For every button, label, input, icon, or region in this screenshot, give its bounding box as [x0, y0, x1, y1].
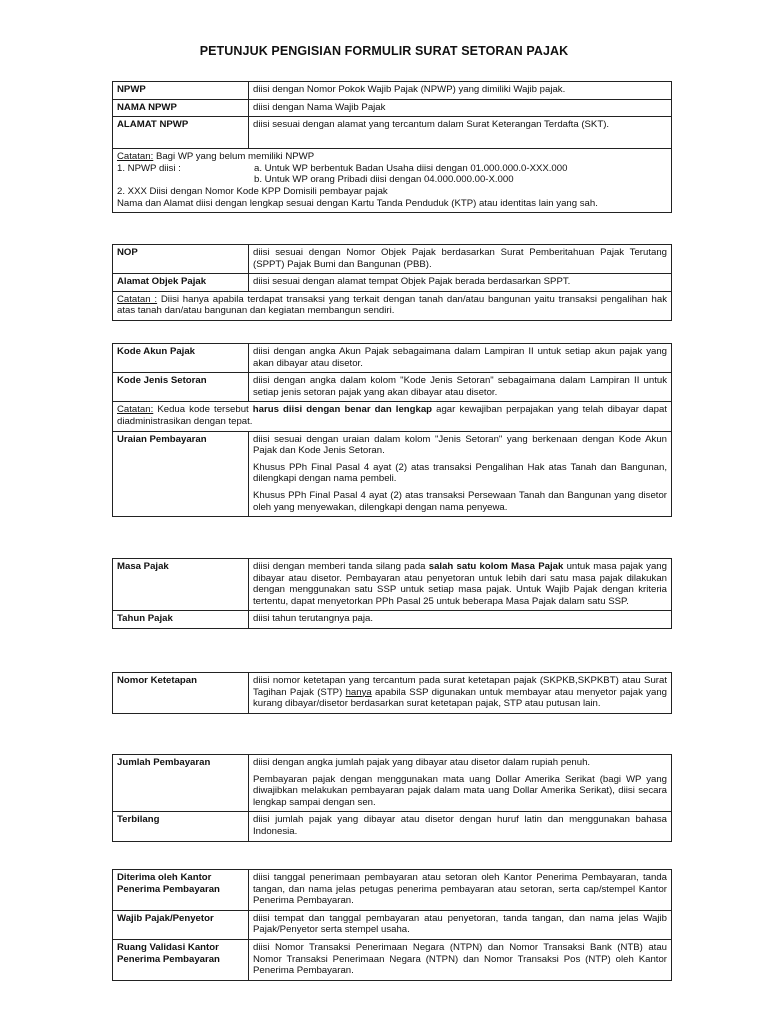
description-paragraph: diisi jumlah pajak yang dibayar atau disetor dengan huruf latin dan menggunakan bahasa Indonesia. — [253, 814, 667, 837]
field-label: Uraian Pembayaran — [113, 431, 249, 517]
note-line — [117, 151, 667, 163]
note-row — [113, 402, 672, 431]
field-description — [249, 870, 672, 911]
note-text: harus diisi dengan benar dan lengkap — [252, 404, 433, 416]
field-label: Nomor Ketetapan — [113, 673, 249, 714]
field-label: Tahun Pajak — [113, 611, 249, 629]
note-line — [117, 186, 667, 198]
field-description — [249, 117, 672, 149]
note-text: a. Untuk WP berbentuk Badan Usaha diisi dengan 01.000.000.0-XXX.000 — [254, 162, 568, 174]
field-description — [249, 812, 672, 841]
description-paragraph — [253, 675, 667, 710]
description-text: apabila SSP digunakan untuk membayar atau menyetor pajak yang kurang dibayar/disetor berdasarkan surat ketetapan pajak, STP atau putusan lain. — [253, 686, 667, 710]
note-row — [113, 291, 672, 320]
field-label: ALAMAT NPWP — [113, 117, 249, 149]
field-description — [249, 344, 672, 373]
note-text: Kedua kode tersebut — [153, 404, 253, 416]
description-text: diisi dengan memberi tanda silang pada — [253, 561, 429, 572]
row-masa-pajak — [113, 559, 672, 611]
field-description — [249, 755, 672, 812]
row-ruang-validasi-kantor-penerima-pembayaran — [113, 939, 672, 980]
field-label: NAMA NPWP — [113, 99, 249, 117]
note-text: Catatan: — [117, 404, 154, 416]
field-description — [249, 82, 672, 100]
description-paragraph: diisi sesuai dengan uraian dalam kolom "Jenis Setoran" yang berkenaan dengan Kode Akun Pajak dan Kode Jenis Setoran. — [253, 433, 667, 457]
description-paragraph: diisi dengan Nomor Pokok Wajib Pajak (NPWP) yang dimiliki Wajib pajak. — [253, 84, 566, 95]
description-paragraph: diisi dengan angka dalam kolom "Kode Jenis Setoran" sebagaimana dalam Lampiran II untuk setiap jenis setoran pajak yang akan dibayar atau disetor. — [253, 375, 667, 398]
description-paragraph: diisi sesuai dengan Nomor Objek Pajak berdasarkan Surat Pemberitahuan Pajak Terutang (SPPT) Pajak Bumi dan Bangunan (PBB). — [253, 247, 667, 270]
row-kode-akun-pajak — [113, 344, 672, 373]
field-description — [249, 611, 672, 629]
field-description — [249, 431, 672, 517]
field-label: Kode Jenis Setoran — [113, 373, 249, 402]
section-penerima-pembayaran — [112, 869, 672, 981]
note-text: b. Untuk WP orang Pribadi diisi dengan 04.000.000.00-X.000 — [254, 174, 514, 186]
description-paragraph: diisi tanggal penerimaan pembayaran atau setoran oleh Kantor Penerima Pembayaran, tanda tangan, dan nama jelas petugas penerima pembayaran atau setoran, serta cap/stempel Kantor Penerima Pembayaran. — [253, 872, 667, 907]
note-line — [117, 404, 667, 427]
note-cell — [113, 149, 672, 213]
field-label: Kode Akun Pajak — [113, 344, 249, 373]
note-text: 1. NPWP diisi : — [117, 162, 181, 174]
section-npwp — [112, 81, 672, 213]
description-paragraph — [253, 561, 667, 607]
row-npwp — [113, 82, 672, 100]
description-paragraph: Pembayaran pajak dengan menggunakan mata uang Dollar Amerika Serikat (bagi WP yang diwajibkan melakukan pembayaran pajak dalam mata uang Dollar Amerika Serikat), diisi secara lengkap sampai dengan sen. — [253, 773, 667, 808]
field-label: Terbilang — [113, 812, 249, 841]
description-paragraph: diisi dengan angka Akun Pajak sebagaimana dalam Lampiran II untuk setiap akun pajak yang akan dibayar atau disetor. — [253, 346, 667, 369]
field-description — [249, 939, 672, 980]
description-paragraph: Khusus PPh Final Pasal 4 ayat (2) atas transaksi Pengalihan Hak atas Tanah dan Bangunan, dilengkapi dengan nama pembeli. — [253, 461, 667, 485]
field-label: Ruang Validasi Kantor Penerima Pembayaran — [113, 939, 249, 980]
description-paragraph: diisi sesuai dengan alamat tempat Objek Pajak berada berdasarkan SPPT. — [253, 276, 571, 288]
section-kode-pembayaran — [112, 343, 672, 517]
page-title: PETUNJUK PENGISIAN FORMULIR SURAT SETORAN PAJAK — [199, 44, 569, 58]
section-nomor-ketetapan — [112, 672, 672, 714]
field-label: NPWP — [113, 82, 249, 100]
field-description — [249, 673, 672, 714]
note-text: agar kewajiban perpajakan yang telah dibayar dapat diadministrasikan dengan tepat. — [117, 404, 667, 427]
field-label: Alamat Objek Pajak — [113, 274, 249, 292]
description-paragraph: diisi Nomor Transaksi Penerimaan Negara (NTPN) dan Nomor Transaksi Bank (NTB) atau Nomor Transaksi Penerimaan Negara (NTPN) dan Nomor Transaksi Pos (NTP) oleh Kantor Penerima Pembayaran. — [253, 941, 667, 977]
field-label: Masa Pajak — [113, 559, 249, 611]
row-nama-npwp — [113, 99, 672, 117]
row-jumlah-pembayaran — [113, 755, 672, 812]
field-label: Wajib Pajak/Penyetor — [113, 910, 249, 939]
row-alamat-objek-pajak — [113, 274, 672, 292]
description-paragraph: diisi sesuai dengan alamat yang tercantum dalam Surat Keterangan Terdafta (SKT). — [253, 119, 610, 131]
note-text: Diisi hanya apabila terdapat transaksi yang terkait dengan tanah dan/atau bangunan yaitu transaksi pengalihan hak atas tanah dan/atau bangunan dan kegiatan membangun sendiri. — [117, 293, 667, 317]
note-line — [117, 294, 667, 317]
note-text: Bagi WP yang belum memiliki NPWP — [153, 151, 315, 163]
description-paragraph: diisi dengan Nama Wajib Pajak — [253, 101, 386, 113]
note-text: Catatan: — [117, 151, 154, 163]
description-text: hanya — [345, 686, 372, 698]
section-nop — [112, 244, 672, 321]
field-description — [249, 910, 672, 939]
field-description — [249, 559, 672, 611]
row-nomor-ketetapan — [113, 673, 672, 714]
description-text: diisi nomor ketetapan yang tercantum pada surat ketetapan pajak (SKPKB,SKPKBT) atau Surat Tagihan Pajak (STP) — [253, 675, 667, 698]
description-paragraph: diisi tempat dan tanggal pembayaran atau penyetoran, tanda tangan, dan nama jelas Wajib Pajak/Penyetor serta stempel usaha. — [253, 912, 667, 936]
description-text: untuk masa pajak yang dibayar atau disetor. Pembayaran atau penyetoran untuk lebih dari satu masa pajak dilakukan dengan menggunakan satu SSP untuk setiap masa pajak. Untuk Wajib Pajak dengan kriteria tertentu, dapat menyetorkan PPh Pasal 25 untuk beberapa Masa Pajak dalam satu SSP. — [253, 561, 667, 607]
row-kode-jenis-setoran — [113, 373, 672, 402]
row-alamat-npwp — [113, 117, 672, 149]
section-masa-pajak — [112, 558, 672, 629]
note-text: Catatan : — [117, 293, 158, 305]
note-text: Nama dan Alamat diisi dengan lengkap sesuai dengan Kartu Tanda Penduduk (KTP) atau identitas lain yang sah. — [117, 197, 598, 209]
description-paragraph: Khusus PPh Final Pasal 4 ayat (2) atas transaksi Persewaan Tanah dan Bangunan yang disetor oleh yang menyewakan, dilengkapi dengan nama penyewa. — [253, 489, 667, 513]
section-jumlah-pembayaran — [112, 754, 672, 842]
field-description — [249, 99, 672, 117]
row-terbilang — [113, 812, 672, 841]
field-description — [249, 274, 672, 292]
description-paragraph: diisi dengan angka jumlah pajak yang dibayar atau disetor dalam rupiah penuh. — [253, 757, 591, 768]
field-description — [249, 245, 672, 274]
note-row — [113, 149, 672, 213]
description-text: salah satu kolom Masa Pajak — [428, 561, 564, 572]
row-tahun-pajak — [113, 611, 672, 629]
note-line — [117, 174, 667, 186]
field-label: NOP — [113, 245, 249, 274]
description-paragraph: diisi tahun terutangnya paja. — [253, 613, 374, 625]
field-label: Jumlah Pembayaran — [113, 755, 249, 812]
note-cell — [113, 291, 672, 320]
note-line — [117, 198, 667, 210]
row-diterima-oleh-kantor-penerima-pembayaran — [113, 870, 672, 911]
note-text: 2. XXX Diisi dengan Nomor Kode KPP Domisili pembayar pajak — [117, 185, 388, 197]
field-description — [249, 373, 672, 402]
note-cell — [113, 402, 672, 431]
row-uraian-pembayaran — [113, 431, 672, 517]
field-label: Diterima oleh Kantor Penerima Pembayaran — [113, 870, 249, 911]
row-wajib-pajak-penyetor — [113, 910, 672, 939]
row-nop — [113, 245, 672, 274]
note-line — [117, 163, 667, 175]
